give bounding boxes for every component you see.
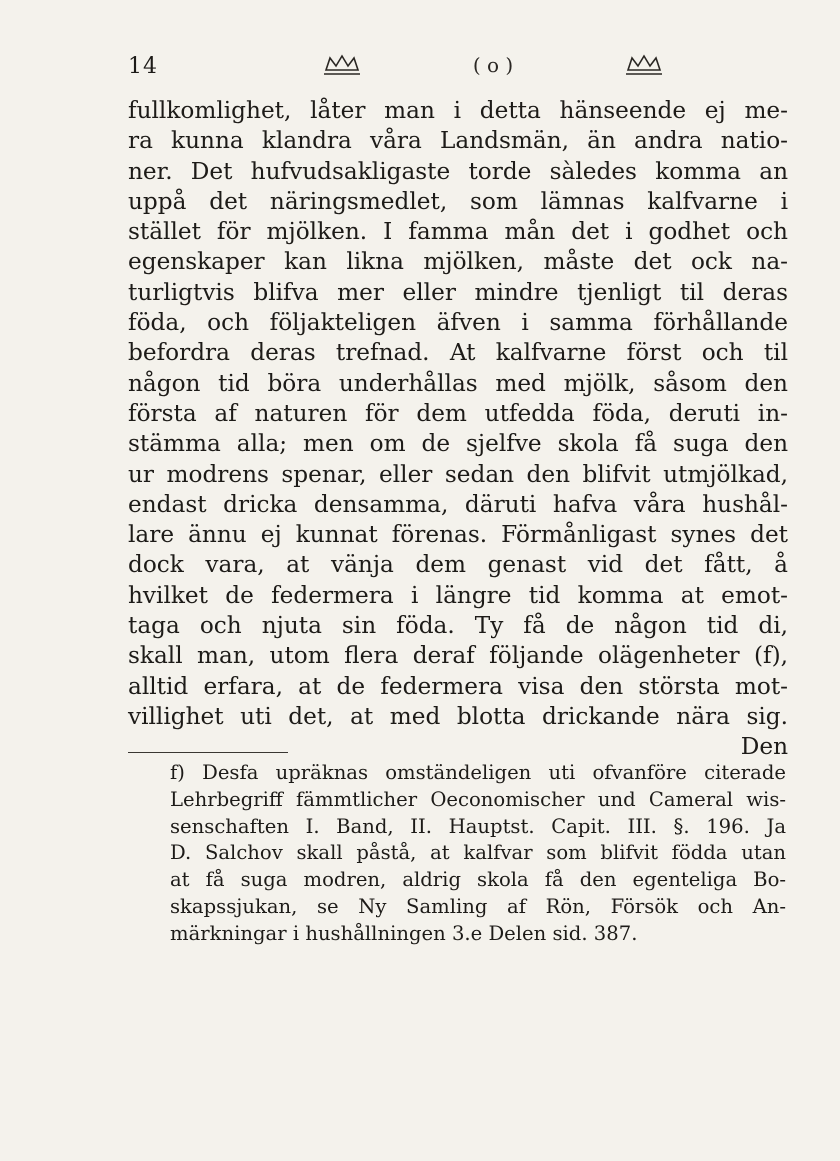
- footnote-divider: [128, 752, 288, 753]
- text-line: alltid erfara, at de federmera visa den största mot-: [128, 672, 788, 700]
- text-line: villighet uti det, at med blotta drickande nära sig.: [128, 702, 788, 730]
- footnote-line: skapssjukan, se Ny Samling af Rön, Försök och An-: [170, 894, 786, 918]
- footnote: [170, 760, 786, 948]
- text-line: lare ännu ej kunnat förenas. Förmånligast synes det: [128, 521, 788, 549]
- text-line: fullkomlighet, låter man i detta hänseende ej me-: [128, 97, 788, 124]
- text-line: ra kunna klandra våra Landsmän, än andra natio-: [128, 127, 788, 155]
- crown-ornament-icon: [318, 48, 668, 84]
- ornament-center-text: ( o ): [472, 53, 514, 77]
- page-number: 14: [128, 54, 158, 79]
- main-text: [128, 96, 788, 763]
- footnote-line: senschaften I. Band, II. Hauptst. Capit. III. §. 196. Ja: [170, 814, 786, 838]
- text-line: ur modrens spenar, eller sedan den blifvit utmjölkad,: [128, 460, 788, 488]
- text-line: uppå det näringsmedlet, som lämnas kalfvarne i: [128, 187, 788, 215]
- text-line: föda, och följakteligen äfven i samma förhållande: [128, 309, 788, 337]
- footnote-line: f) Desfa upräknas omständeligen uti ofvanföre citerade: [170, 761, 786, 784]
- text-line: någon tid böra underhållas med mjölk, såsom den: [128, 369, 788, 397]
- text-line: skall man, utom flera deraf följande olägenheter (f),: [128, 642, 788, 670]
- footnote-line: märkningar i hushållningen 3.e Delen sid. 387.: [170, 921, 638, 945]
- text-line: ner. Det hufvudsakligaste torde sàledes komma an: [128, 157, 788, 185]
- footnote-line: D. Salchov skall påstå, at kalfvar som blifvit födda utan: [170, 841, 786, 865]
- running-head: [128, 48, 728, 88]
- text-line: endast dricka densamma, däruti hafva våra hushål-: [128, 490, 788, 518]
- text-line: taga och njuta sin föda. Ty få de någon tid di,: [128, 612, 788, 640]
- text-line: dock vara, at vänja dem genast vid det fått, å: [128, 551, 788, 579]
- text-line: första af naturen för dem utfedda föda, deruti in-: [128, 399, 788, 427]
- text-line: turligtvis blifva mer eller mindre tjenligt til deras: [128, 278, 788, 306]
- text-line: hvilket de federmera i längre tid komma at emot-: [128, 581, 788, 609]
- text-line: befordra deras trefnad. At kalfvarne först och til: [128, 339, 788, 367]
- crown-left-icon: [324, 56, 360, 74]
- catchword: Den: [740, 733, 788, 761]
- footnote-line: Lehrbegriff fämmtlicher Oeconomischer und Cameral wis-: [170, 787, 786, 811]
- text-line: stämma alla; men om de sjelfve skola få suga den: [128, 430, 788, 458]
- text-line: stället för mjölken. I famma mån det i godhet och: [128, 218, 788, 246]
- text-line: egenskaper kan likna mjölken, måste det ock na-: [128, 248, 788, 276]
- footnote-line: at få suga modren, aldrig skola få den egenteliga Bo-: [170, 868, 786, 892]
- crown-right-icon: [626, 56, 662, 74]
